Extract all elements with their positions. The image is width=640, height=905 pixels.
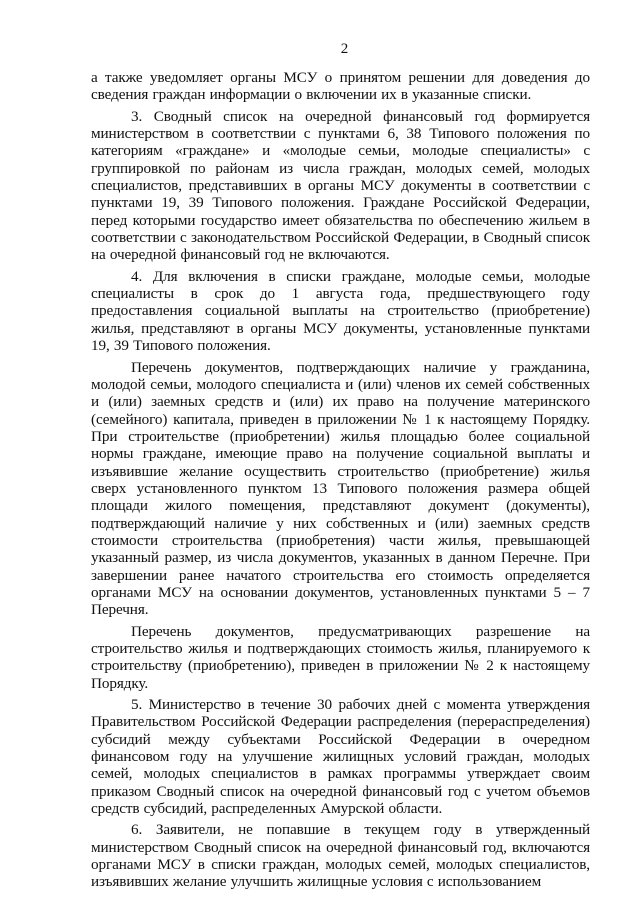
paragraph: 6. Заявители, не попавшие в текущем году в утвержденный министерством Сводный список на очередной финансовый год, включаются органами МСУ в списки граждан, молодых семей, молодых специалистов, изъявивших желание улучшить жилищные условия с использованием — [91, 821, 590, 891]
document-body — [91, 69, 590, 891]
paragraph: 4. Для включения в списки граждане, молодые семьи, молодые специалисты в срок до 1 августа года, предшествующего году предоставления социальной выплаты на строительство (приобретение) жилья, представляют в органы МСУ документы, установленные пунктами 19, 39 Типового положения. — [91, 267, 590, 355]
paragraph: 3. Сводный список на очередной финансовый год формируется министерством в соответствии с пунктами 6, 38 Типового положения по категориям «граждане» и «молодые семьи, молодые специалисты» с группировкой по районам из числа граждан, молодых семей, молодых специалистов, представивших в органы МСУ документы в соответствии с пунктами 19, 39 Типового положения. Граждане Российской Федерации, перед которыми государство имеет обязательства по обеспечению жильем в соответствии с законодательством Российской Федерации, в Сводный список на очередной финансовый год не включаются. — [91, 107, 590, 264]
paragraph: Перечень документов, подтверждающих наличие у гражданина, молодой семьи, молодого специалиста и (или) членов их семей собственных и (или) заемных средств и (или) их право на получение материнского (семейного) капитала, приведен в приложении № 1 к настоящему Порядку. При строительстве (приобретении) жилья площадью более социальной нормы граждане, имеющие право на получение социальной выплаты и изъявившие желание осуществить строительство (приобретение) жилья сверх установленного пунктом 13 Типового положения размера общей площади жилого помещения, представляют документ (документы), подтверждающий наличие у них собственных и (или) заемных средств стоимости строительства (приобретения) части жилья, превышающей указанный размер, из числа документов, указанных в данном Перечне. При завершении ранее начатого строительства его стоимость определяется органами МСУ на основании документов, установленных пунктами 5 – 7 Перечня. — [91, 358, 590, 619]
paragraph: Перечень документов, предусматривающих разрешение на строительство жилья и подтверждающих стоимость жилья, планируемого к строительству (приобретению), приведен в приложении № 2 к настоящему Порядку. — [91, 622, 590, 692]
paragraph: а также уведомляет органы МСУ о принятом решении для доведения до сведения граждан информации о включении их в указанные списки. — [91, 69, 590, 104]
paragraph: 5. Министерство в течение 30 рабочих дней с момента утверждения Правительством Российской Федерации распределения (перераспределения) субсидий между субъектами Российской Федерации в очередном финансовом году на улучшение жилищных условий граждан, молодых семей, молодых специалистов в рамках программы утверждает своим приказом Сводный список на очередной финансовый год с учетом объемов средств субсидий, распределенных Амурской области. — [91, 696, 590, 818]
page-number: 2 — [340, 41, 349, 57]
